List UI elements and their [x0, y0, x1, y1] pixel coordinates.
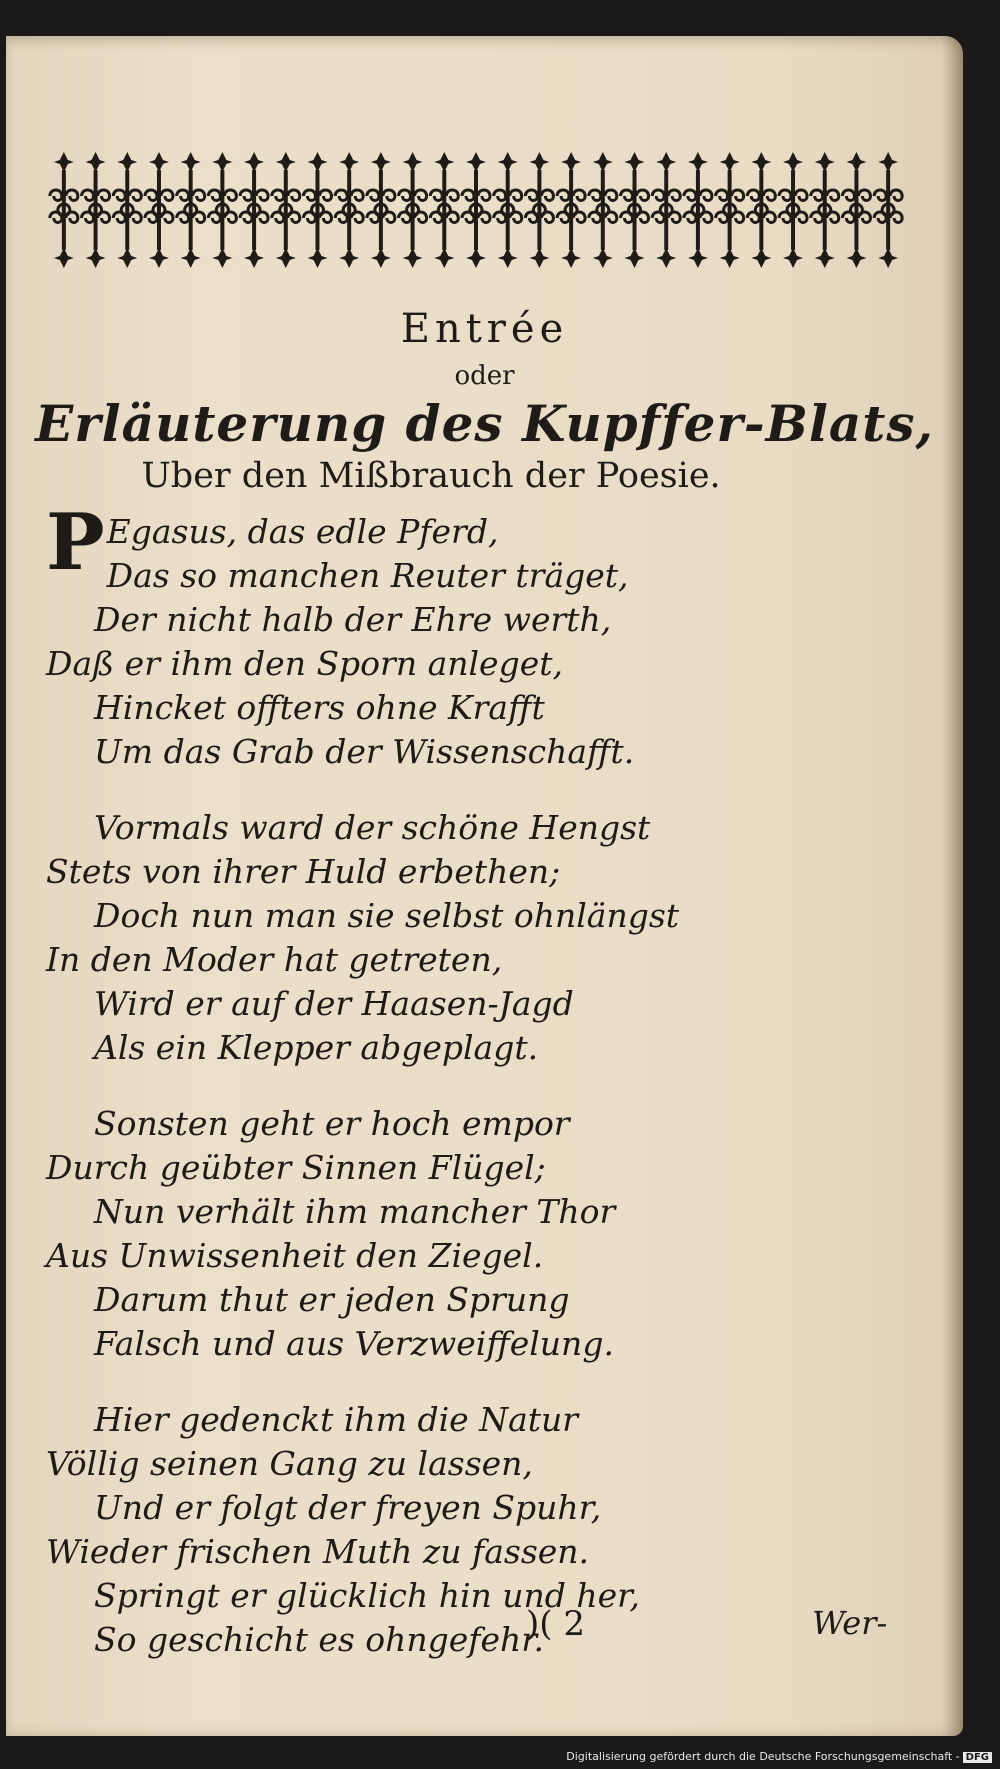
stanza: [46, 1398, 766, 1662]
poem-line: Nun verhält ihm mancher Thor: [94, 1192, 616, 1231]
poem-line: Daß er ihm den Sporn anleget,: [46, 644, 563, 683]
digitization-footer: [566, 1750, 992, 1763]
poem-line: Sonsten geht er hoch empor: [94, 1104, 570, 1143]
drop-cap: P: [46, 497, 105, 588]
poem-line: Hincket offters ohne Krafft: [94, 688, 545, 727]
poem-line: Vormals ward der schöne Hengst: [94, 808, 651, 847]
poem-line: So geschicht es ohngefehr.: [94, 1620, 544, 1659]
poem-line: Um das Grab der Wissenschafft.: [94, 732, 635, 771]
stanza: [46, 497, 766, 774]
poem-line: Wird er auf der Haasen-Jagd: [94, 984, 574, 1023]
poem-line: Völlig seinen Gang zu lassen,: [46, 1444, 533, 1483]
poem: [46, 497, 766, 1662]
dfg-logo: DFG: [963, 1752, 992, 1763]
heading-subtitle: Uber den Mißbrauch der Poesie.: [141, 456, 721, 496]
poem-line: Falsch und aus Verzweiffelung.: [94, 1324, 614, 1363]
poem-line: Wieder frischen Muth zu fassen.: [46, 1532, 590, 1571]
stanza: [46, 806, 766, 1070]
stanza: [46, 1102, 766, 1366]
poem-line: Als ein Klepper abgeplagt.: [94, 1028, 539, 1067]
heading-entree: Entrée: [400, 306, 569, 352]
poem-line: Und er folgt der freyen Spuhr,: [94, 1488, 602, 1527]
poem-line: Das so manchen Reuter träget,: [106, 556, 629, 595]
ornamental-border: [48, 148, 904, 278]
poem-line: Aus Unwissenheit den Ziegel.: [46, 1236, 544, 1275]
book-page: [6, 36, 963, 1736]
heading-title: Erläuterung des Kupffer-Blats,: [35, 394, 934, 453]
footer-text: Digitalisierung gefördert durch die Deutsche Forschungsgemeinschaft -: [566, 1750, 960, 1763]
poem-line: P Egasus, das edle Pferd,: [46, 497, 499, 588]
signature-mark: )( 2: [526, 1604, 585, 1644]
heading-oder: oder: [454, 361, 515, 391]
poem-line: Doch nun man sie selbst ohnlängst: [94, 896, 680, 935]
poem-line: Der nicht halb der Ehre werth,: [94, 600, 612, 639]
poem-line: In den Moder hat getreten,: [46, 940, 503, 979]
poem-line: Springt er glücklich hin und her,: [94, 1576, 640, 1615]
poem-line: Stets von ihrer Huld erbethen;: [46, 852, 561, 891]
poem-line: Hier gedenckt ihm die Natur: [94, 1400, 579, 1439]
poem-line: Darum thut er jeden Sprung: [94, 1280, 570, 1319]
poem-line: Durch geübter Sinnen Flügel;: [46, 1148, 546, 1187]
catchword: Wer-: [812, 1604, 888, 1642]
